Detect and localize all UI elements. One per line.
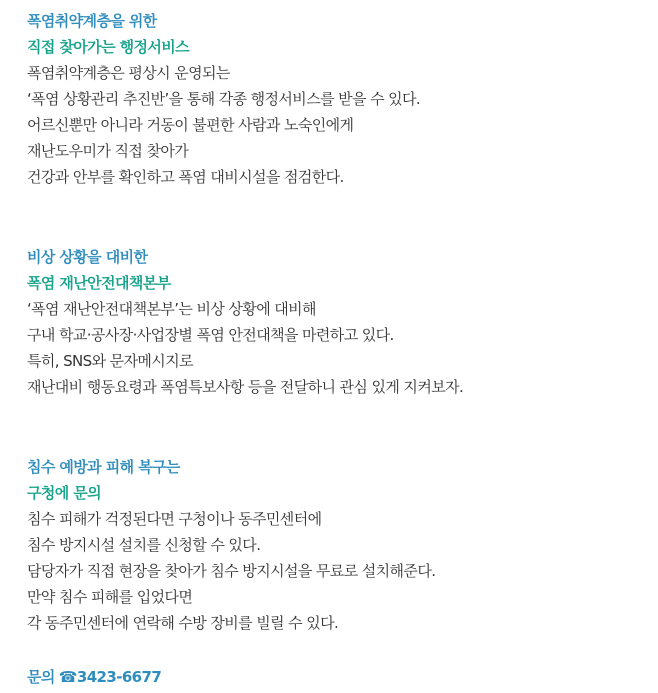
phone-icon: ☎: [58, 668, 77, 686]
body-line: ‘폭염 재난안전대책본부’는 비상 상황에 대비해: [27, 300, 316, 318]
section-heading-line-1: 비상 상황을 대비한: [27, 248, 148, 266]
contact-label: 문의: [27, 668, 55, 686]
section-heading-line-1: 폭염취약계층을 위한: [27, 12, 157, 30]
body-line: 침수 방지시설 설치를 신청할 수 있다.: [27, 536, 261, 554]
body-line: 건강과 안부를 확인하고 폭염 대비시설을 점검한다.: [27, 168, 344, 186]
section-heading-line-1: 침수 예방과 피해 복구는: [27, 458, 180, 476]
section-heading-line-2: 직접 찾아가는 행정서비스: [27, 38, 190, 56]
body-line: 재난대비 행동요령과 폭염특보사항 등을 전달하니 관심 있게 지켜보자.: [27, 378, 464, 396]
body-line: 구내 학교·공사장·사업장별 폭염 안전대책을 마련하고 있다.: [27, 326, 394, 344]
body-line: 각 동주민센터에 연락해 수방 장비를 빌릴 수 있다.: [27, 614, 339, 632]
section-flood-prevention: [27, 454, 435, 636]
section-vulnerable-service: [27, 8, 420, 190]
body-line: 재난도우미가 직접 찾아가: [27, 142, 189, 160]
section-disaster-headquarters: [27, 244, 463, 400]
section-heading-line-2: 구청에 문의: [27, 484, 102, 502]
body-line: ‘폭염 상황관리 추진반’을 통해 각종 행정서비스를 받을 수 있다.: [27, 90, 421, 108]
body-line: 담당자가 직접 현장을 찾아가 침수 방지시설을 무료로 설치해준다.: [27, 562, 436, 580]
section-heading-line-2: 폭염 재난안전대책본부: [27, 274, 171, 292]
body-line: 침수 피해가 걱정된다면 구청이나 동주민센터에: [27, 510, 322, 528]
body-line: 만약 침수 피해를 입었다면: [27, 588, 193, 606]
body-line: 폭염취약계층은 평상시 운영되는: [27, 64, 230, 82]
contact-info: [27, 664, 161, 690]
body-line: 특히, SNS와 문자메시지로: [27, 352, 193, 370]
contact-phone-number[interactable]: 3423-6677: [76, 668, 162, 686]
body-line: 어르신뿐만 아니라 거동이 불편한 사람과 노숙인에게: [27, 116, 354, 134]
